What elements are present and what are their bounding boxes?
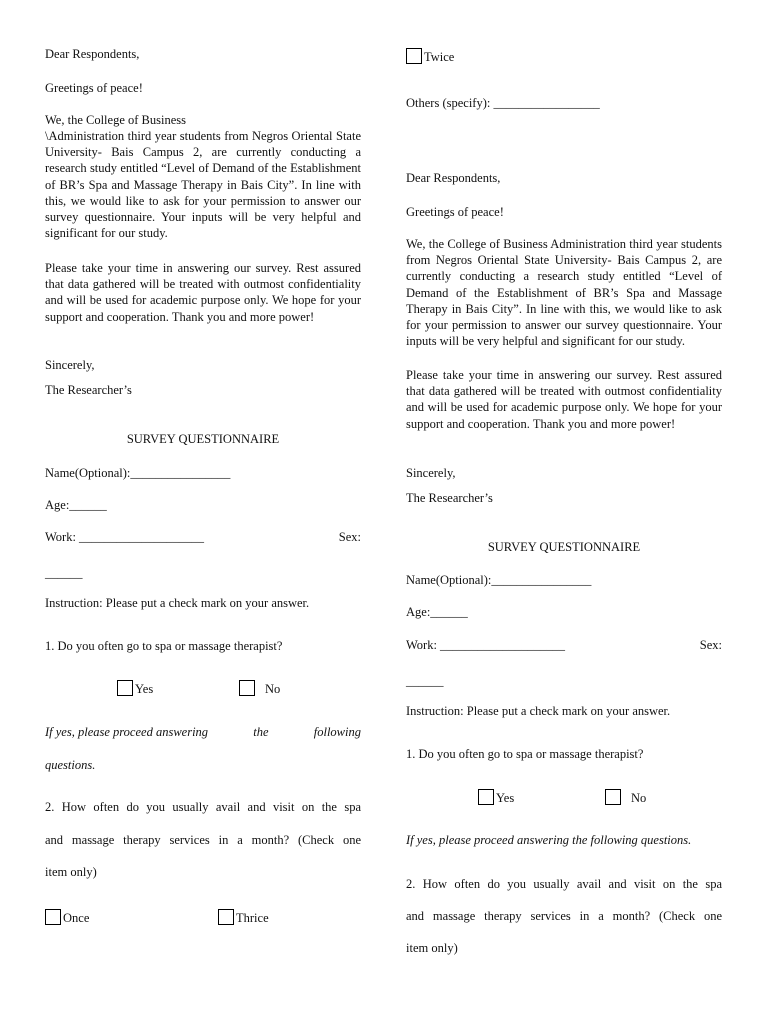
question-2-right-line-2: and massage therapy services in a month? (Check one	[406, 909, 722, 923]
question-1: 1. Do you often go to spa or massage therapist?	[45, 639, 283, 653]
age-field[interactable]: Age:______	[45, 498, 107, 512]
others-field[interactable]: Others (specify): _________________	[406, 96, 600, 110]
right-column	[406, 0, 722, 1024]
intro-paragraph-right-2: Please take your time in answering our survey. Rest assured that data gathered will be treated with outmost confidentiality and will be used for academic purpose only. We hope for your support and cooperation. Thank you and more power!	[406, 368, 722, 431]
checkbox-yes-2[interactable]	[478, 789, 494, 805]
intro-paragraph: \Administration third year students from Negros Oriental State University- Bais Campus 2, are currently conducting a research study entitled “Level of Demand of the Establishment of BR’s Spa and Massage Therapy in Bais City”. In line with this, we would like to ask for your permission to answer our survey questionnaire. Your inputs will be very helpful and significant for our study.	[45, 129, 361, 241]
question-2-right-line-3: item only)	[406, 941, 458, 955]
q1-yes-option[interactable]	[117, 680, 153, 697]
signature: The Researcher’s	[45, 383, 132, 397]
q1-no-option[interactable]	[239, 680, 280, 697]
question-2-right-line-1: 2. How often do you usually avail and visit on the spa	[406, 877, 722, 891]
intro-first-line: We, the College of Business	[45, 113, 186, 127]
sex-field[interactable]: ______	[45, 566, 83, 580]
checkbox-twice[interactable]	[406, 48, 422, 64]
greeting-2: Greetings of peace!	[406, 205, 504, 219]
q1-no-label: No	[265, 682, 281, 696]
proceed-part-1: If yes, please proceed answering	[45, 725, 209, 739]
q1-yes-label-2: Yes	[496, 791, 515, 805]
intro-paragraph-2: Please take your time in answering our survey. Rest assured that data gathered will be treated with outmost confidentiality and will be used for academic purpose only. We hope for your support and cooperation. Thank you and more power!	[45, 261, 361, 324]
checkbox-no-2[interactable]	[605, 789, 621, 805]
intro-paragraph-right: We, the College of Business Administration third year students from Negros Oriental State University- Bais Campus 2, are currently conducting a research study entitled “Level of Demand of the Establishment of BR’s Spa and Massage Therapy in Bais City”. In line with this, we would like to ask for your permission to answer our survey questionnaire. Your inputs will be very helpful and significant for our study.	[406, 237, 722, 349]
proceed-instruction-2: If yes, please proceed answering the following questions.	[406, 833, 692, 847]
question-2-line-2: and massage therapy services in a month? (Check one	[45, 833, 361, 847]
checkbox-yes[interactable]	[117, 680, 133, 696]
salutation: Dear Respondents,	[45, 47, 140, 61]
checkbox-once[interactable]	[45, 909, 61, 925]
q1-no-label-2: No	[631, 791, 647, 805]
q2-once-label: Once	[63, 911, 90, 925]
proceed-part-3: following	[313, 725, 361, 739]
sex-label-2: Sex:	[699, 638, 722, 652]
left-column	[45, 0, 361, 1024]
sex-label: Sex:	[338, 530, 361, 544]
survey-title-2: SURVEY QUESTIONNAIRE	[487, 540, 641, 554]
q1-yes-option-2[interactable]	[478, 789, 514, 806]
closing-2: Sincerely,	[406, 466, 456, 480]
name-field[interactable]: Name(Optional):________________	[45, 466, 231, 480]
question-2-line-1: 2. How often do you usually avail and visit on the spa	[45, 800, 361, 814]
q1-no-option-2[interactable]	[605, 789, 646, 806]
question-2-line-3: item only)	[45, 865, 97, 879]
age-field-2[interactable]: Age:______	[406, 605, 468, 619]
question-1-right: 1. Do you often go to spa or massage therapist?	[406, 747, 644, 761]
q2-twice-label: Twice	[424, 50, 455, 64]
q1-yes-label: Yes	[135, 682, 154, 696]
checkbox-thrice[interactable]	[218, 909, 234, 925]
instruction-2: Instruction: Please put a check mark on your answer.	[406, 704, 671, 718]
survey-title: SURVEY QUESTIONNAIRE	[126, 432, 280, 446]
signature-2: The Researcher’s	[406, 491, 493, 505]
proceed-part-2: the	[253, 725, 269, 739]
work-field-2[interactable]: Work: ____________________	[406, 638, 566, 652]
greeting: Greetings of peace!	[45, 81, 143, 95]
q2-thrice-label: Thrice	[236, 911, 269, 925]
q2-twice-option[interactable]	[406, 48, 454, 65]
q2-once-option[interactable]	[45, 909, 89, 926]
work-field[interactable]: Work: ____________________	[45, 530, 205, 544]
salutation-2: Dear Respondents,	[406, 171, 501, 185]
checkbox-no[interactable]	[239, 680, 255, 696]
proceed-instruction-end: questions.	[45, 758, 96, 772]
closing: Sincerely,	[45, 358, 95, 372]
instruction: Instruction: Please put a check mark on your answer.	[45, 596, 310, 610]
sex-field-2[interactable]: ______	[406, 674, 444, 688]
name-field-2[interactable]: Name(Optional):________________	[406, 573, 592, 587]
q2-thrice-option[interactable]	[218, 909, 269, 926]
proceed-instruction	[45, 724, 361, 740]
